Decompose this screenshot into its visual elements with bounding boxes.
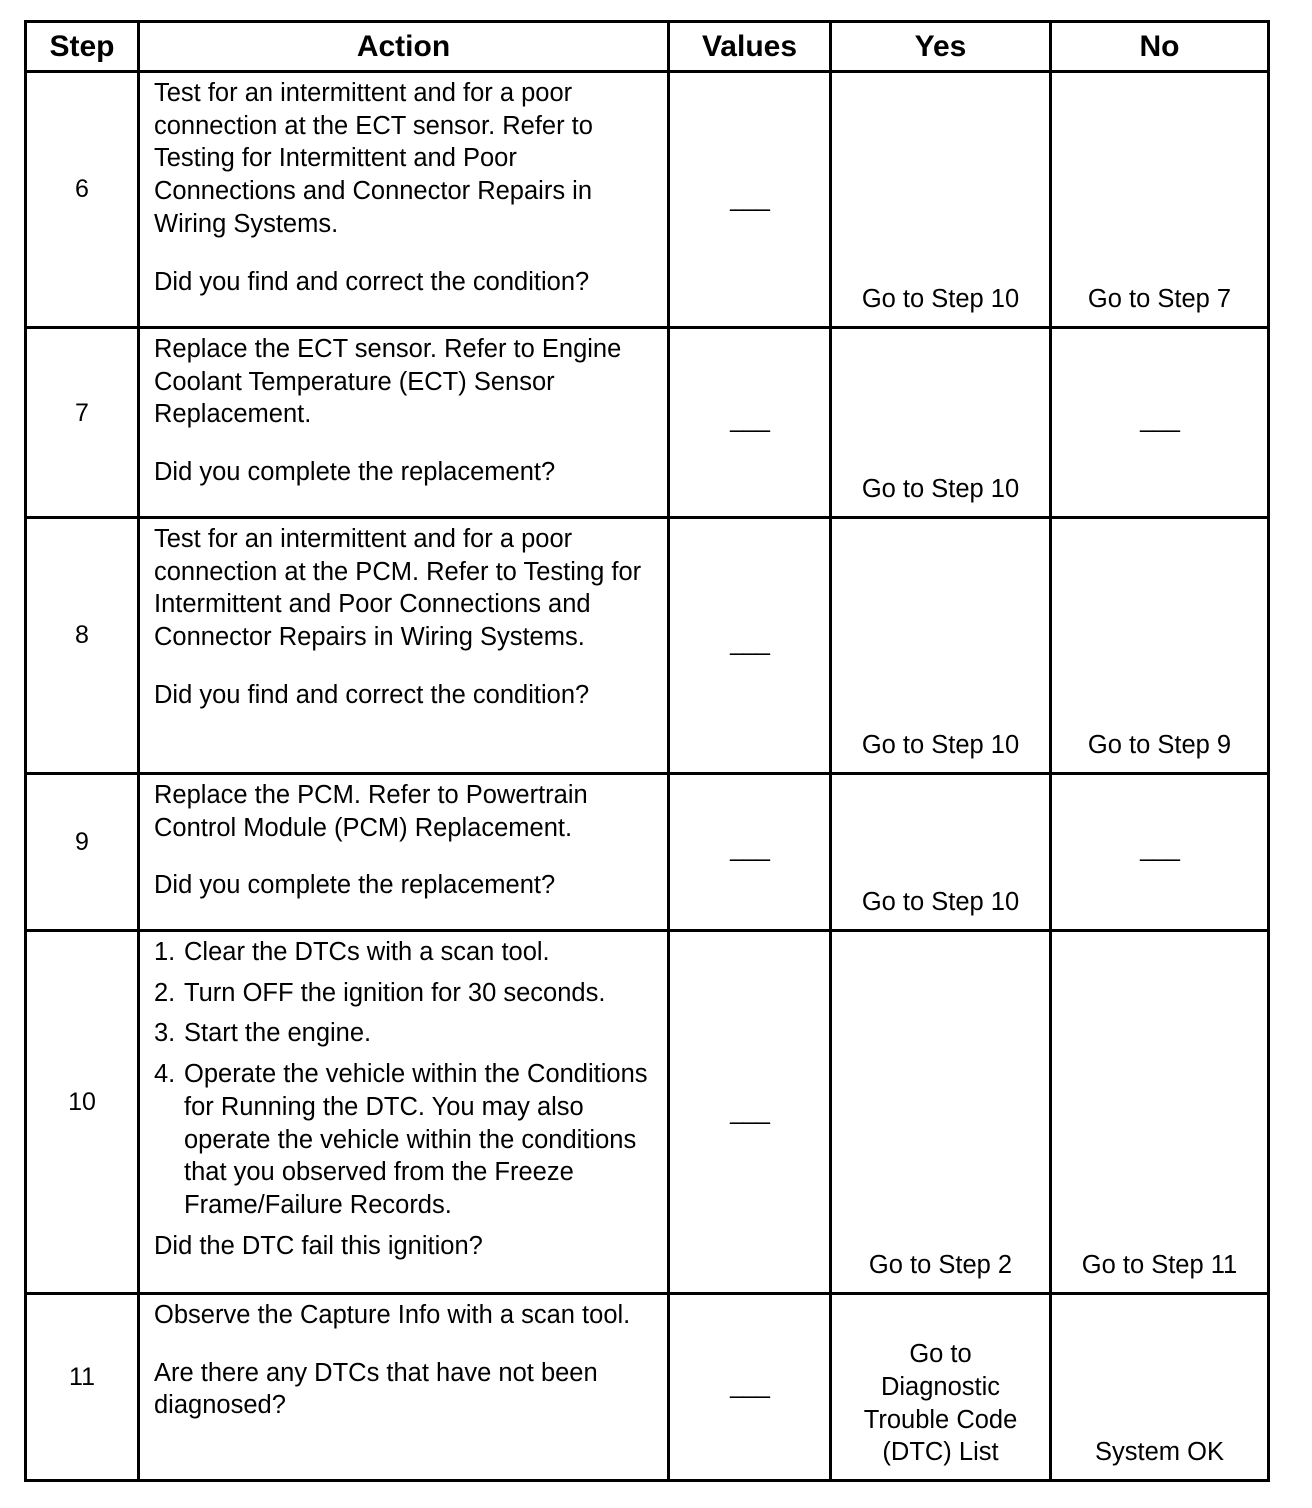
action-text: Replace the ECT sensor. Refer to Engine Coolant Temperature (ECT) Sensor Replacement. — [154, 335, 622, 429]
action-question: Did you complete the replacement? — [154, 458, 556, 487]
step-number: 10 — [68, 1087, 96, 1116]
action-question: Did the DTC fail this ignition? — [154, 1231, 483, 1260]
list-item-text: Operate the vehicle within the Conditions for Running the DTC. You may also operate the vehicle within the conditions that you observed from the Freeze Frame/Failure Records. — [184, 1060, 648, 1219]
no-cell: ___ — [1140, 404, 1179, 433]
header-no: No — [1139, 30, 1180, 63]
values-cell: ___ — [730, 1096, 769, 1125]
yes-cell: Go to Step 10 — [861, 888, 1020, 917]
action-text: Test for an intermittent and for a poor connection at the ECT sensor. Refer to Testing for Intermittent and Poor Connections and Connector Repairs in Wiring Systems. — [154, 79, 593, 238]
action-question: Did you find and correct the condition? — [154, 680, 590, 709]
list-item-text: Turn OFF the ignition for 30 seconds. — [184, 978, 606, 1007]
yes-cell: Go to Step 10 — [861, 475, 1020, 504]
step-number: 11 — [69, 1363, 95, 1391]
header-step: Step — [49, 30, 115, 63]
values-cell: ___ — [730, 627, 769, 656]
action-cell — [140, 519, 667, 772]
step-number: 6 — [75, 174, 89, 203]
list-item-text: Start the engine. — [184, 1019, 372, 1048]
diagnostic-table — [24, 20, 1270, 1482]
header-action: Action — [356, 30, 451, 63]
list-item — [154, 1017, 659, 1050]
list-item — [154, 936, 659, 969]
no-cell: Go to Step 9 — [1087, 731, 1232, 760]
values-cell: ___ — [730, 834, 769, 862]
action-question: Are there any DTCs that have not been diagnosed? — [154, 1358, 598, 1420]
action-question: Did you complete the replacement? — [154, 871, 556, 900]
action-question: Did you find and correct the condition? — [154, 267, 590, 296]
list-item-number: 3. — [154, 1019, 176, 1048]
action-text: Observe the Capture Info with a scan tool. — [154, 1301, 631, 1329]
no-cell: Go to Step 7 — [1087, 285, 1232, 314]
step-number: 7 — [75, 398, 89, 427]
yes-cell: Go to Step 10 — [861, 285, 1020, 314]
step-number: 8 — [75, 620, 89, 649]
action-text: Replace the PCM. Refer to Powertrain Control Module (PCM) Replacement. — [154, 781, 588, 842]
action-cell — [140, 775, 667, 929]
header-yes: Yes — [914, 30, 967, 63]
yes-cell: Go to Diagnostic Trouble Code (DTC) List — [863, 1340, 1018, 1467]
action-steps-list — [154, 936, 659, 1222]
yes-cell: Go to Step 10 — [861, 731, 1020, 760]
action-text: Test for an intermittent and for a poor connection at the PCM. Refer to Testing for Intermittent and Poor Connections and Connector Repairs in Wiring Systems. — [154, 525, 642, 652]
list-item — [154, 977, 659, 1010]
step-number: 9 — [75, 828, 89, 856]
values-cell: ___ — [730, 183, 769, 212]
values-cell: ___ — [730, 404, 769, 433]
list-item-text: Clear the DTCs with a scan tool. — [184, 938, 550, 966]
no-cell: System OK — [1095, 1438, 1224, 1467]
action-cell — [140, 932, 667, 1292]
list-item-number: 2. — [154, 978, 176, 1007]
yes-cell: Go to Step 2 — [868, 1251, 1013, 1280]
action-cell — [140, 329, 667, 516]
list-item — [154, 1058, 659, 1222]
action-cell — [140, 73, 667, 326]
no-cell: ___ — [1140, 834, 1179, 862]
action-cell — [140, 1295, 667, 1479]
values-cell: ___ — [730, 1370, 769, 1399]
header-values: Values — [701, 30, 798, 63]
list-item-number: 1. — [154, 938, 176, 966]
no-cell: Go to Step 11 — [1081, 1251, 1238, 1280]
list-item-number: 4. — [154, 1060, 176, 1089]
